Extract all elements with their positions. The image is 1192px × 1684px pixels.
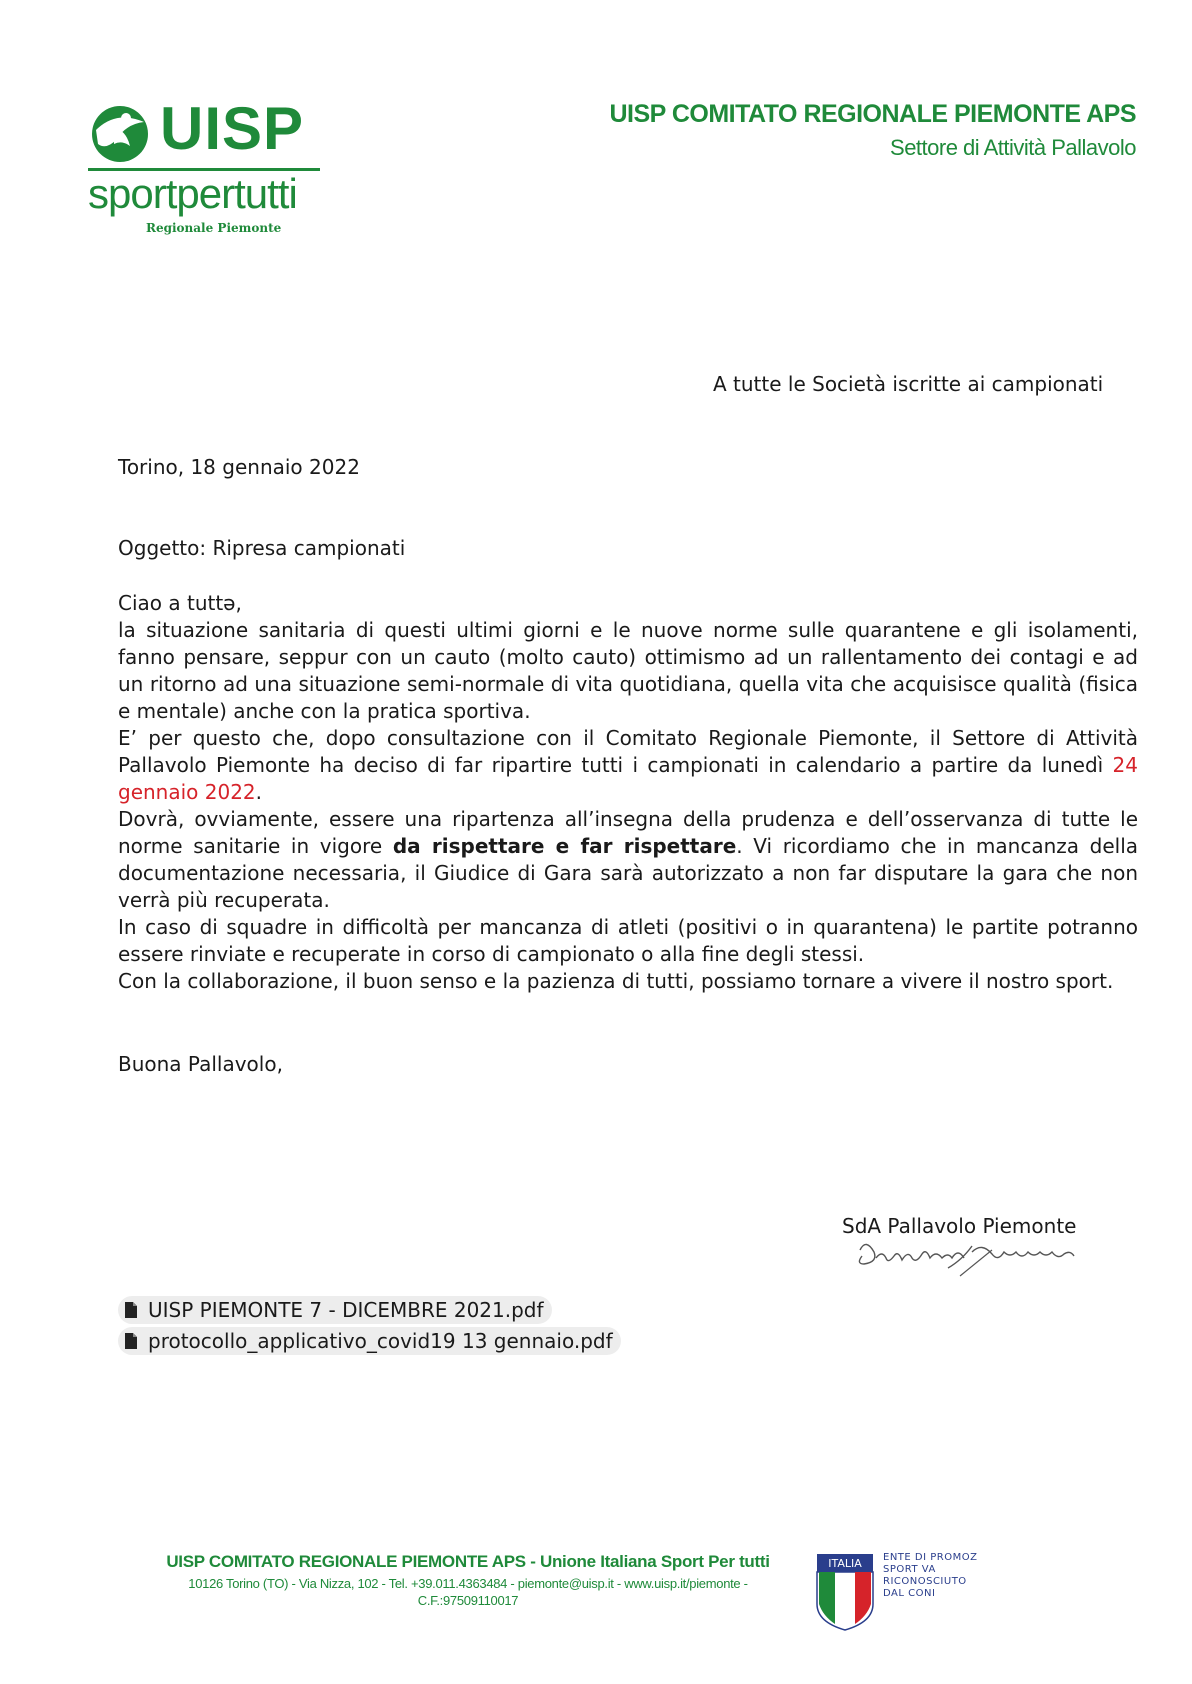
letter-body xyxy=(118,590,1138,995)
file-icon xyxy=(124,1301,138,1319)
paragraph-2 xyxy=(118,725,1138,806)
coni-badge xyxy=(815,1552,995,1632)
org-name: UISP COMITATO REGIONALE PIEMONTE APS xyxy=(609,100,1136,128)
paragraph-2-end: . xyxy=(255,780,263,804)
coni-line: ENTE DI PROMOZ xyxy=(883,1552,978,1563)
recipient: A tutte le Società iscritte ai campionati xyxy=(713,372,1104,396)
attachment-chip[interactable] xyxy=(118,1327,621,1355)
paragraph-3-text-a: Dovrà, ovviamente, essere una ripartenza all’insegna della prudenza e dell’osservanza di tutte le norme sanitarie in vigore xyxy=(118,807,1138,858)
signature-block xyxy=(838,1214,1118,1284)
sector-name: Settore di Attività Pallavolo xyxy=(890,135,1136,160)
attachment-name[interactable]: protocollo_applicativo_covid19 13 gennaio.pdf xyxy=(148,1329,613,1353)
paragraph-5: Con la collaborazione, il buon senso e la pazienza di tutti, possiamo tornare a vivere il nostro sport. xyxy=(118,969,1114,993)
logo-region: Regionale Piemonte xyxy=(146,221,282,235)
letter-date: Torino, 18 gennaio 2022 xyxy=(118,455,360,479)
letter-subject: Oggetto: Ripresa campionati xyxy=(118,536,406,560)
paragraph-3 xyxy=(118,806,1138,914)
attachment-chip[interactable] xyxy=(118,1296,552,1324)
footer xyxy=(152,1552,784,1608)
attachment-name[interactable]: UISP PIEMONTE 7 - DICEMBRE 2021.pdf xyxy=(148,1298,544,1322)
signature-label: SdA Pallavolo Piemonte xyxy=(842,1214,1077,1238)
paragraph-2-text: E’ per questo che, dopo consultazione con il Comitato Regionale Piemonte, il Settore di Attività Pallavolo Piemonte ha deciso di far ripartire tutti i campionati in calendario a partire da lunedì xyxy=(118,726,1138,777)
restart-date: 24 gennaio 2022 xyxy=(118,753,1138,804)
footer-tax-code: C.F.:97509110017 xyxy=(417,1593,519,1608)
coni-line: SPORT VA xyxy=(883,1564,936,1575)
italia-shield-icon xyxy=(815,1552,875,1632)
closing: Buona Pallavolo, xyxy=(118,1052,283,1076)
coni-badge-text: ITALIA xyxy=(828,1557,862,1570)
handwritten-signature xyxy=(852,1228,1092,1284)
paragraph-3-bold: da rispettare e far rispettare xyxy=(392,834,737,858)
file-icon xyxy=(124,1332,138,1350)
coni-text xyxy=(883,1552,977,1600)
uisp-logo xyxy=(86,95,326,240)
logo-brand: UISP xyxy=(160,95,305,162)
logo-tagline: sportpertutti xyxy=(88,170,297,217)
coni-line: RICONOSCIUTO xyxy=(883,1576,967,1587)
coni-line: DAL CONI xyxy=(883,1588,936,1599)
letterhead xyxy=(610,100,1137,161)
paragraph-3-text-b: . Vi ricordiamo che in mancanza della documentazione necessaria, il Giudice di Gara sarà autorizzato a non far disputare la gara che non verrà più recuperata. xyxy=(118,834,1139,912)
footer-address: 10126 Torino (TO) - Via Nizza, 102 - Tel. +39.011.4363484 - piemonte@uisp.it - www.uisp.it/piemonte - xyxy=(188,1576,748,1591)
paragraph-1: la situazione sanitaria di questi ultimi giorni e le nuove norme sulle quarantene e gli isolamenti, fanno pensare, seppur con un cauto (molto cauto) ottimismo ad un rallentamento dei contagi e ad un ritorno ad una situazione semi-normale di vita quotidiana, quella vita che acquisisce qualità (fisica e mentale) anche con la pratica sportiva. xyxy=(118,618,1138,723)
uisp-emblem-icon xyxy=(86,100,158,166)
footer-org: UISP COMITATO REGIONALE PIEMONTE APS - Unione Italiana Sport Per tutti xyxy=(166,1552,770,1571)
paragraph-4: In caso di squadre in difficoltà per mancanza di atleti (positivi o in quarantena) le partite potranno essere rinviate e recuperate in corso di campionato o alla fine degli stessi. xyxy=(118,915,1138,966)
greeting: Ciao a tuttə, xyxy=(118,591,242,615)
